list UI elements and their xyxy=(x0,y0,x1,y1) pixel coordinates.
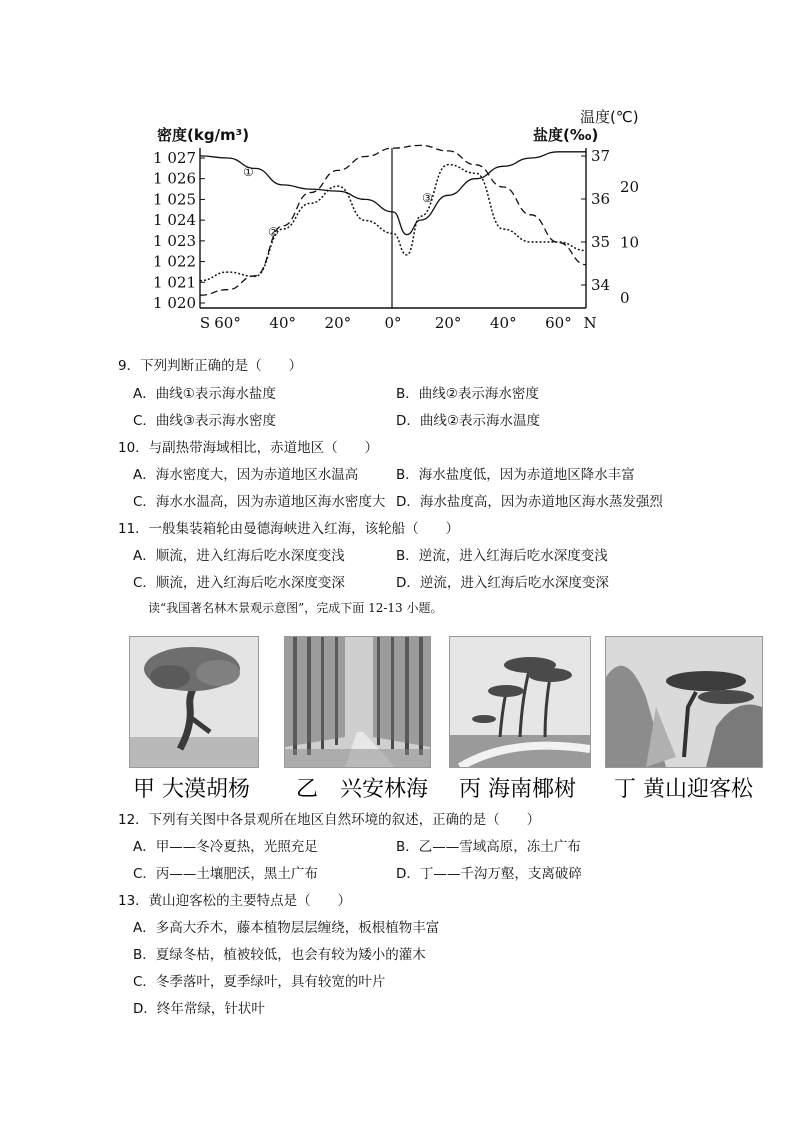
curve-label-2: ② xyxy=(268,225,279,239)
photo-xingan-forest xyxy=(284,636,431,768)
q12-option-a[interactable]: A．甲——冬冷夏热，光照充足 xyxy=(133,839,318,855)
caption-ding: 丁 黄山迎客松 xyxy=(614,777,753,802)
density-tick-label: 1 024 xyxy=(153,211,196,230)
salinity-tick-label: 34 xyxy=(591,276,611,294)
x-tick-label: 0° xyxy=(384,314,402,332)
section-intro: 读“我国著名林木景观示意图”，完成下面 12-13 小题。 xyxy=(148,601,443,615)
density-tick-label: 1 025 xyxy=(153,190,196,209)
series-line-2 xyxy=(200,145,586,295)
q9-option-a[interactable]: A．曲线①表示海水盐度 xyxy=(133,386,276,402)
q10-option-a[interactable]: A．海水密度大，因为赤道地区水温高 xyxy=(133,467,359,483)
x-tick-label: 40° xyxy=(269,314,297,332)
curve-label-3: ③ xyxy=(422,191,433,205)
series-line-1 xyxy=(200,152,586,235)
q12-option-b[interactable]: B．乙——雪域高原，冻土广布 xyxy=(396,839,581,855)
q9-option-d[interactable]: D．曲线②表示海水温度 xyxy=(396,413,540,429)
photo-desert-poplar xyxy=(129,636,259,768)
density-tick-label: 1 027 xyxy=(153,149,196,167)
q11-option-d[interactable]: D．逆流，进入红海后吃水深度变深 xyxy=(396,575,609,591)
salinity-axis-title: 盐度(‰) xyxy=(533,126,599,144)
temperature-tick-label: 10 xyxy=(620,233,640,252)
density-tick-label: 1 022 xyxy=(153,252,196,271)
q11-option-b[interactable]: B．逆流，进入红海后吃水深度变浅 xyxy=(396,548,608,564)
q13-option-a[interactable]: A．多高大乔木，藤本植物层层缠绕，板根植物丰富 xyxy=(133,920,440,936)
ocean-profile-chart xyxy=(0,95,794,340)
temperature-axis-title: 温度(℃) xyxy=(580,108,639,126)
q10-option-d[interactable]: D．海水盐度高，因为赤道地区海水蒸发强烈 xyxy=(396,494,663,510)
x-tick-label: S xyxy=(199,314,211,332)
q9-option-b[interactable]: B．曲线②表示海水密度 xyxy=(396,386,539,402)
caption-yi: 乙 兴安林海 xyxy=(296,777,429,802)
density-axis-title: 密度(kg/m³) xyxy=(157,126,250,144)
salinity-tick-label: 37 xyxy=(591,147,611,165)
photo-hainan-palms xyxy=(449,636,591,768)
density-tick-label: 1 020 xyxy=(153,294,196,312)
q12-option-c[interactable]: C．丙——土壤肥沃，黑土广布 xyxy=(133,866,318,882)
q9-stem: 9．下列判断正确的是（ ） xyxy=(118,358,303,374)
caption-bing: 丙 海南椰树 xyxy=(459,777,576,802)
x-tick-label: 20° xyxy=(434,314,462,332)
x-tick-label: 20° xyxy=(324,314,352,332)
caption-jia: 甲 大漠胡杨 xyxy=(133,777,250,802)
density-tick-label: 1 021 xyxy=(153,273,196,292)
x-tick-label: 60° xyxy=(214,314,241,332)
q13-option-b[interactable]: B．夏绿冬枯，植被较低，也会有较为矮小的灌木 xyxy=(133,947,426,963)
photo-huangshan-pine xyxy=(605,636,763,768)
q13-option-d[interactable]: D．终年常绿，针状叶 xyxy=(133,1001,265,1017)
x-tick-label: 40° xyxy=(489,314,517,332)
q11-stem: 11．一般集装箱轮由曼德海峡进入红海，该轮船（ ） xyxy=(118,521,460,537)
density-tick-label: 1 023 xyxy=(153,231,196,250)
x-tick-label: N xyxy=(583,314,597,332)
q12-stem: 12．下列有关图中各景观所在地区自然环境的叙述，正确的是（ ） xyxy=(118,812,541,828)
q10-option-c[interactable]: C．海水水温高，因为赤道地区海水密度大 xyxy=(133,494,386,510)
q11-option-c[interactable]: C．顺流，进入红海后吃水深度变深 xyxy=(133,575,345,591)
x-tick-label: 60° xyxy=(545,314,572,332)
q12-option-d[interactable]: D．丁——千沟万壑，支离破碎 xyxy=(396,866,582,882)
density-tick-label: 1 026 xyxy=(153,169,196,188)
temperature-tick-label: 20 xyxy=(620,178,640,196)
q10-option-b[interactable]: B．海水盐度低，因为赤道地区降水丰富 xyxy=(396,467,635,483)
q13-option-c[interactable]: C．冬季落叶，夏季绿叶，具有较宽的叶片 xyxy=(133,974,386,990)
salinity-tick-label: 36 xyxy=(591,190,611,208)
q11-option-a[interactable]: A．顺流，进入红海后吃水深度变浅 xyxy=(133,548,345,564)
q10-stem: 10．与副热带海域相比，赤道地区（ ） xyxy=(118,440,379,456)
q13-stem: 13．黄山迎客松的主要特点是（ ） xyxy=(118,893,352,909)
curve-label-1: ① xyxy=(243,165,254,179)
series-line-3 xyxy=(200,165,586,281)
temperature-tick-label: 0 xyxy=(620,289,630,307)
salinity-tick-label: 35 xyxy=(591,233,611,251)
q9-option-c[interactable]: C．曲线③表示海水密度 xyxy=(133,413,277,429)
